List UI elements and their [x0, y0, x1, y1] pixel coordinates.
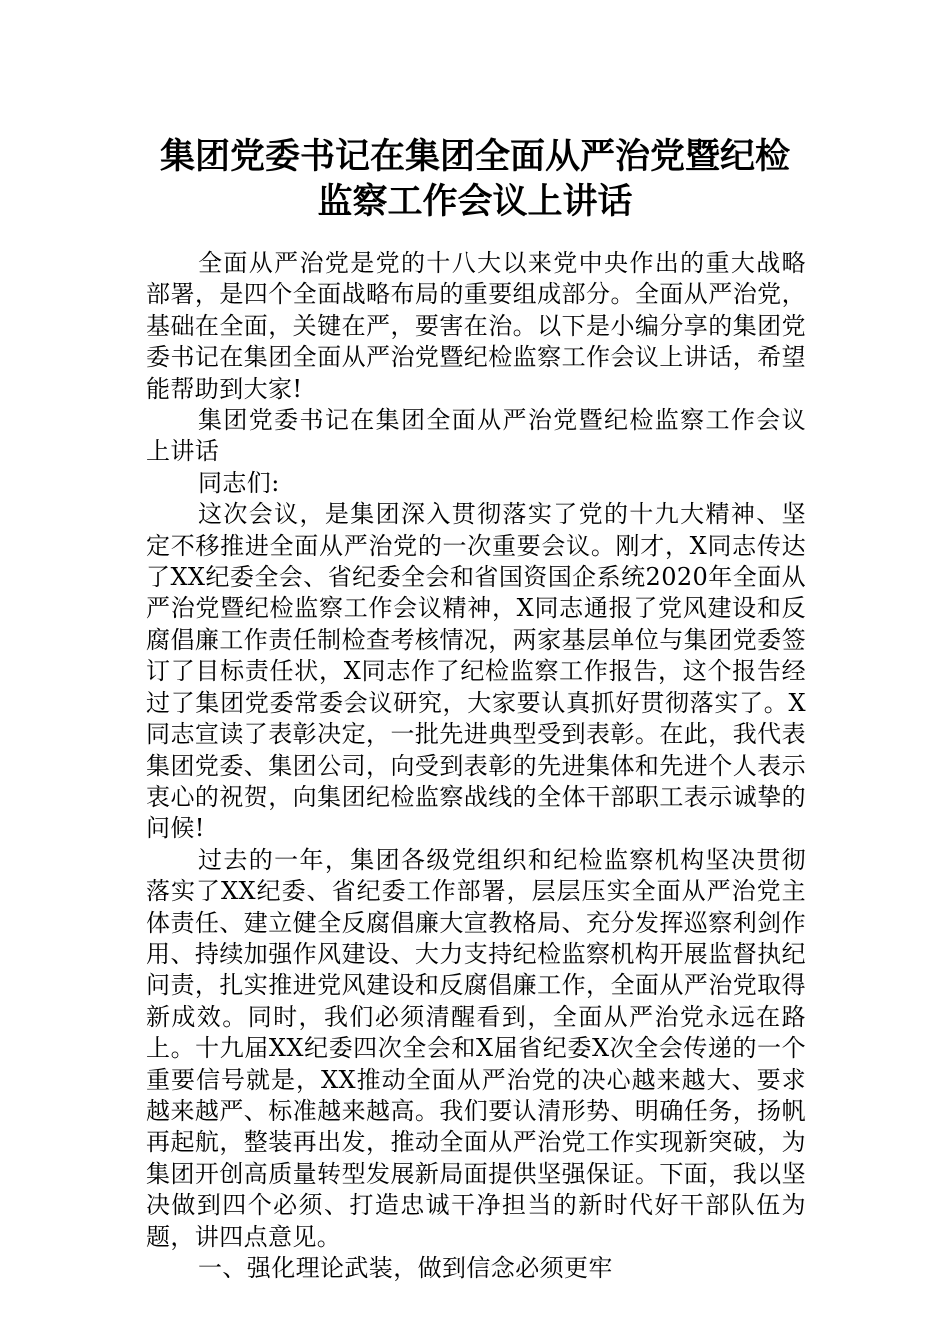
meeting-paragraph: 这次会议，是集团深入贯彻落实了党的十九大精神、坚定不移推进全面从严治党的一次重要会议。刚才，X同志传达了XX纪委全会、省纪委全会和省国资国企系统2020年全面从严治党暨纪检监察工作会议精神，X同志通报了党风建设和反腐倡廉工作责任制检查考核情况，两家基层单位与集团党委签订了目标责任状，X同志作了纪检监察工作报告，这个报告经过了集团党委常委会议研究，大家要认真抓好贯彻落实了。X同志宣读了表彰决定，一批先进典型受到表彰。在此，我代表集团党委、集团公司，向受到表彰的先进集体和先进个人表示衷心的祝贺，向集团纪检监察战线的全体干部职工表示诚挚的问候! — [146, 500, 806, 843]
salutation-paragraph: 同志们: — [198, 468, 280, 497]
review-paragraph: 过去的一年，集团各级党组织和纪检监察机构坚决贯彻落实了XX纪委、省纪委工作部署，层层压实全面从严治党主体责任、建立健全反腐倡廉大宣教格局、充分发挥巡察利剑作用、持续加强作风建设、大力支持纪检监察机构开展监督执纪问责，扎实推进党风建设和反腐倡廉工作，全面从严治党取得新成效。同时，我们必须清醒看到，全面从严治党永远在路上。十九届XX纪委四次全会和X届省纪委X次全会传递的一个重要信号就是，XX推动全面从严治党的决心越来越大、要求越来越严、标准越来越高。我们要认清形势、明确任务，扬帆再起航，整装再出发，推动全面从严治党工作实现新突破，为集团开创高质量转型发展新局面提供坚强保证。下面，我以坚决做到四个必须、打造忠诚干净担当的新时代好干部队伍为题，讲四点意见。 — [146, 845, 806, 1251]
document-title — [120, 134, 830, 224]
title-line-2: 监察工作会议上讲话 — [317, 181, 633, 222]
section-heading-1: 一、强化理论武装，做到信念必须更牢 — [198, 1254, 613, 1282]
intro-paragraph: 全面从严治党是党的十八大以来党中央作出的重大战略部署，是四个全面战略布局的重要组成部分。全面从严治党，基础在全面，关键在严，要害在治。以下是小编分享的集团党委书记在集团全面从严治党暨纪检监察工作会议上讲话，希望能帮助到大家! — [146, 249, 806, 403]
title-line-1: 集团党委书记在集团全面从严治党暨纪检 — [159, 136, 790, 177]
speech-title-paragraph: 集团党委书记在集团全面从严治党暨纪检监察工作会议上讲话 — [146, 406, 806, 466]
document-body — [146, 248, 806, 1284]
